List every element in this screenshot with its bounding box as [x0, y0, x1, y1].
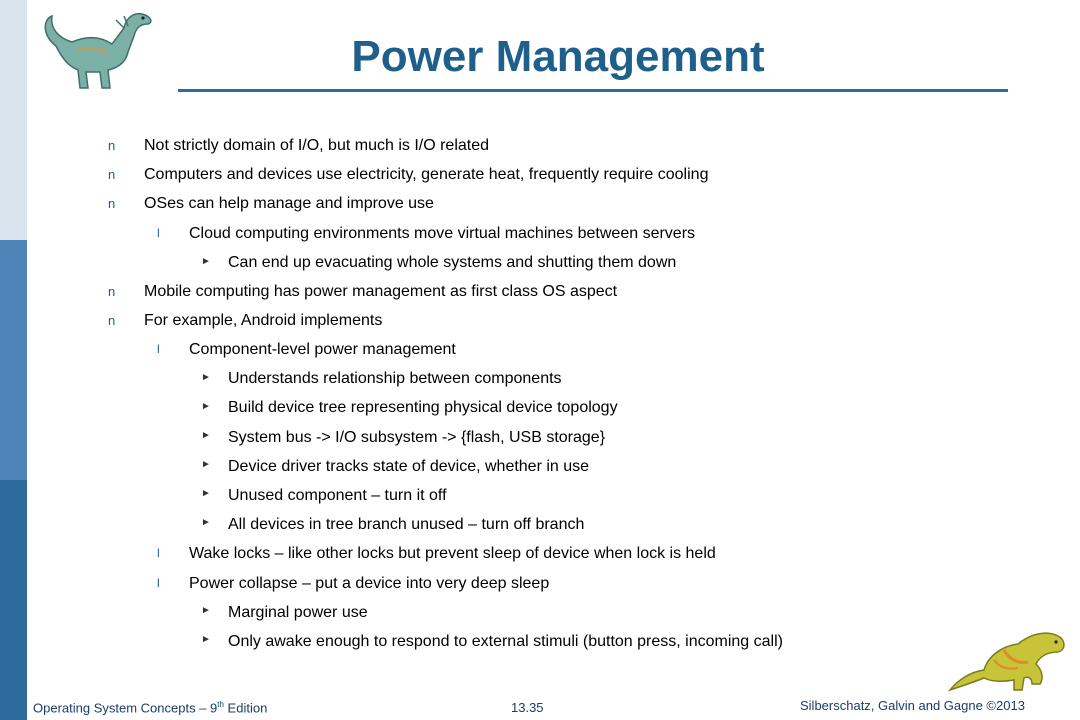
bullet-marker-level3: ►: [201, 459, 211, 470]
footer-book-sup: th: [217, 700, 224, 709]
bullet-marker-level1: n: [108, 167, 116, 182]
bullet-marker-level3: ►: [201, 517, 211, 528]
bullet-item: Understands relationship between components: [228, 370, 562, 387]
bullet-item: Build device tree representing physical device topology: [228, 399, 618, 416]
bullet-marker-level2: l: [157, 226, 160, 240]
bullet-marker-level3: ►: [201, 488, 211, 499]
page-title: Power Management: [351, 32, 765, 81]
dinosaur-icon: [944, 620, 1070, 698]
bullet-marker-level3: ►: [201, 634, 211, 645]
bullet-marker-level1: n: [108, 284, 116, 299]
bullet-item: Can end up evacuating whole systems and shutting them down: [228, 254, 677, 271]
bullet-marker-level2: l: [157, 576, 160, 590]
bullet-marker-level3: ►: [201, 430, 211, 441]
bullet-item: Power collapse – put a device into very deep sleep: [189, 575, 550, 592]
bullet-marker-level3: ►: [201, 605, 211, 616]
bullet-item: System bus -> I/O subsystem -> {flash, USB storage}: [228, 429, 606, 446]
bullet-marker-level1: n: [108, 138, 116, 153]
bullet-marker-level3: ►: [201, 372, 211, 383]
bullet-marker-level2: l: [157, 342, 160, 356]
bullet-item: Device driver tracks state of device, whether in use: [228, 458, 590, 475]
bullet-marker-level1: n: [108, 196, 116, 211]
bullet-item: Mobile computing has power management as first class OS aspect: [144, 283, 618, 300]
bullet-item: Cloud computing environments move virtual machines between servers: [189, 225, 696, 242]
bullet-item: Only awake enough to respond to external stimuli (button press, incoming call): [228, 633, 783, 650]
bullet-marker-level3: ►: [201, 256, 211, 267]
bullet-item: Component-level power management: [189, 341, 456, 358]
bullet-item: For example, Android implements: [144, 312, 383, 329]
bullet-item: Marginal power use: [228, 604, 368, 621]
bullet-marker-level3: ►: [201, 401, 211, 412]
bullet-item: Wake locks – like other locks but prevent sleep of device when lock is held: [189, 545, 716, 562]
footer-book-title: [33, 700, 267, 715]
bullet-item: All devices in tree branch unused – turn off branch: [228, 516, 585, 533]
page-number: 13.35: [511, 700, 544, 715]
footer-book-prefix: Operating System Concepts – 9: [33, 700, 218, 716]
footer-authors: Silberschatz, Galvin and Gagne ©2013: [800, 698, 1025, 713]
bullet-item: Computers and devices use electricity, generate heat, frequently require cooling: [144, 166, 709, 183]
bullet-marker-level2: l: [157, 546, 160, 560]
bullet-marker-level1: n: [108, 313, 116, 328]
footer-book-suffix: Edition: [223, 700, 268, 716]
bullet-item: Unused component – turn it off: [228, 487, 447, 504]
bullet-item: Not strictly domain of I/O, but much is I/O related: [144, 137, 490, 154]
bullet-item: OSes can help manage and improve use: [144, 195, 434, 212]
